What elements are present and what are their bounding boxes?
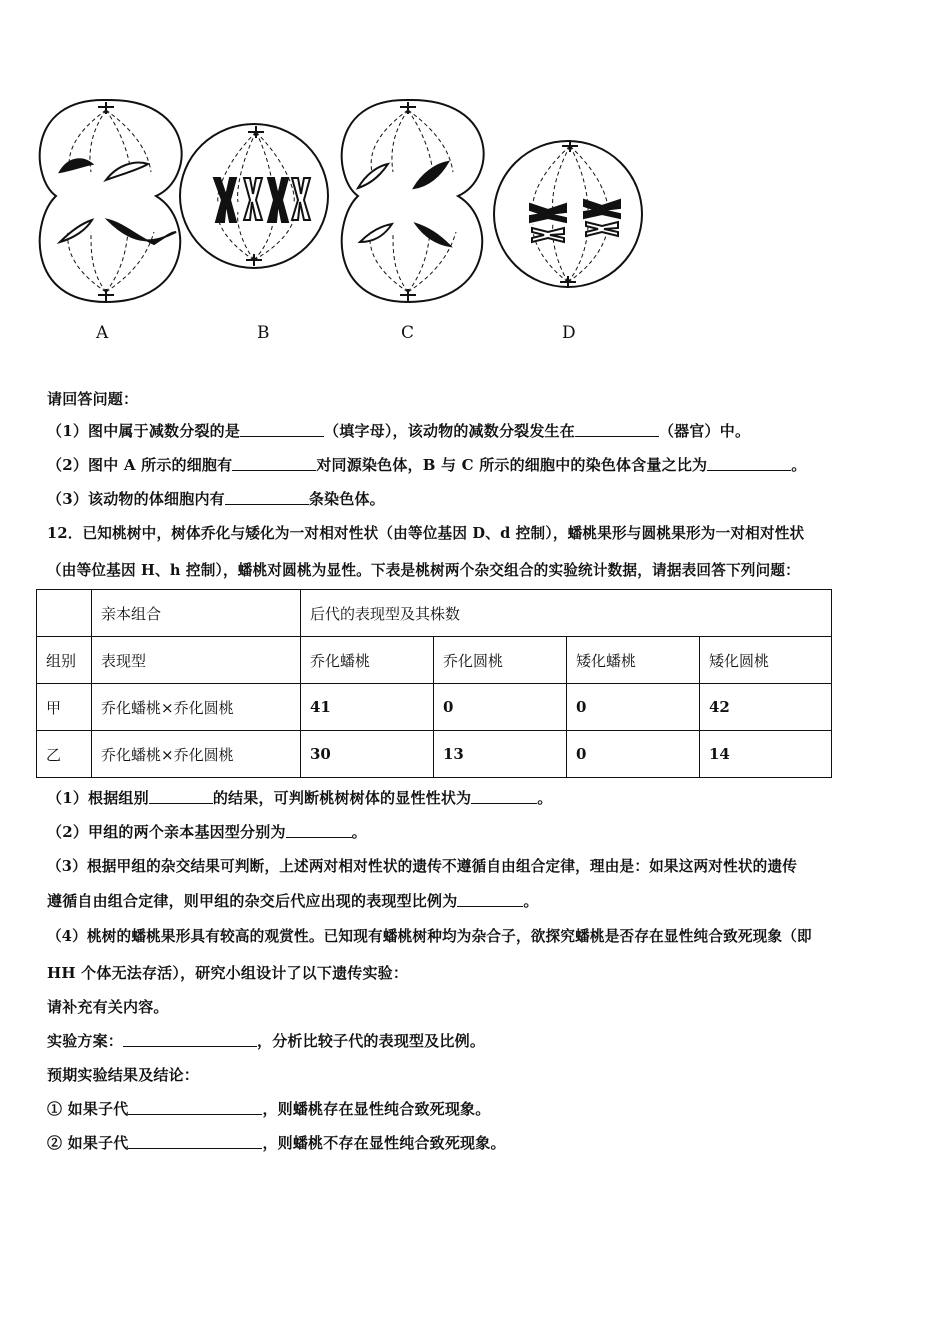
q12-question-3-line-1: （3）根据甲组的杂交结果可判断，上述两对相对性状的遗传不遵循自由组合定律，理由是：如果这两对性状的遗传	[47, 858, 798, 875]
row-group: 乙	[37, 731, 92, 778]
q12-intro-1: 12．已知桃树中，树体乔化与矮化为一对相对性状（由等位基因 D、d 控制），蟠桃果形与圆桃果形为一对相对性状	[47, 525, 805, 542]
row-cross: 乔化蟠桃×乔化圆桃	[92, 684, 301, 731]
figure-label-c: C	[401, 323, 415, 343]
column-header: 矮化蟠桃	[567, 637, 700, 684]
row-cross: 乔化蟠桃×乔化圆桃	[92, 731, 301, 778]
answer-blank[interactable]	[286, 823, 352, 838]
q12-question-4-line-2: HH 个体无法存活），研究小组设计了以下遗传实验：	[47, 964, 409, 982]
q12-question-4-line-1: （4）桃树的蟠桃果形具有较高的观赏性。已知现有蟠桃树种均为杂合子，欲探究蟠桃是否存在显性纯合致死现象（即	[47, 928, 812, 945]
q12-intro-2: （由等位基因 H、h 控制），蟠桃对圆桃为显性。下表是桃树两个杂交组合的实验统计数据，请据表回答下列问题：	[47, 562, 800, 579]
cell-c-diagram	[342, 100, 484, 302]
cell-count: 0	[567, 684, 700, 731]
cell-d-diagram	[494, 140, 642, 288]
figure-label-d: D	[562, 323, 576, 343]
figure-label-a: A	[96, 323, 109, 343]
q12-experiment-plan: 实验方案： ，分析比较子代的表现型及比例。	[47, 1032, 486, 1050]
answer-blank[interactable]	[707, 456, 791, 471]
q12-expected-results: 预期实验结果及结论：	[47, 1066, 200, 1084]
table-row	[37, 731, 832, 778]
q11-prompt: 请回答问题：	[47, 390, 139, 408]
cell-count: 13	[434, 731, 567, 778]
answer-blank[interactable]	[128, 1134, 262, 1149]
answer-blank[interactable]	[457, 892, 523, 907]
answer-blank[interactable]	[240, 422, 324, 437]
cell-count: 0	[434, 684, 567, 731]
header-group: 组别	[37, 637, 92, 684]
cell-b-diagram	[180, 124, 328, 268]
answer-blank[interactable]	[575, 422, 659, 437]
cell-count: 41	[301, 684, 434, 731]
row-group: 甲	[37, 684, 92, 731]
cell-count: 0	[567, 731, 700, 778]
cell-a-diagram	[40, 100, 182, 302]
answer-blank[interactable]	[149, 789, 213, 804]
figure-label-b: B	[257, 323, 270, 343]
q12-question-2: （2）甲组的两个亲本基因型分别为 。	[47, 823, 367, 841]
q11-line-3: （3）该动物的体细胞内有 条染色体。	[47, 490, 385, 508]
header-phenotype: 表现型	[92, 637, 301, 684]
cell-count: 42	[700, 684, 832, 731]
table-row	[37, 590, 832, 637]
column-header: 乔化蟠桃	[301, 637, 434, 684]
cell-division-figure	[36, 92, 656, 350]
cell-count: 14	[700, 731, 832, 778]
answer-blank[interactable]	[128, 1100, 262, 1115]
q11-line-1: （1）图中属于减数分裂的是 （填字母），该动物的减数分裂发生在 （器官）中。	[47, 422, 751, 440]
q12-supplement-prompt: 请补充有关内容。	[47, 998, 169, 1016]
q12-question-1: （1）根据组别 的结果，可判断桃树树体的显性性状为 。	[47, 789, 553, 807]
cross-results-table	[36, 589, 832, 778]
q12-result-1: ① 如果子代 ，则蟠桃存在显性纯合致死现象。	[47, 1100, 491, 1118]
answer-blank[interactable]	[225, 490, 309, 505]
answer-blank[interactable]	[232, 456, 316, 471]
header-offspring: 后代的表现型及其株数	[301, 590, 832, 637]
q12-question-3-line-2: 遵循自由组合定律，则甲组的杂交后代应出现的表现型比例为 。	[47, 892, 539, 910]
cell-count: 30	[301, 731, 434, 778]
table-row	[37, 684, 832, 731]
answer-blank[interactable]	[471, 789, 537, 804]
q12-result-2: ② 如果子代 ，则蟠桃不存在显性纯合致死现象。	[47, 1134, 506, 1152]
q11-line-2: （2）图中 A 所示的细胞有 对同源染色体，B 与 C 所示的细胞中的染色体含量之比为 。	[47, 456, 807, 474]
column-header: 矮化圆桃	[700, 637, 832, 684]
header-parent-cross: 亲本组合	[92, 590, 301, 637]
column-header: 乔化圆桃	[434, 637, 567, 684]
answer-blank[interactable]	[123, 1032, 257, 1047]
table-row	[37, 637, 832, 684]
